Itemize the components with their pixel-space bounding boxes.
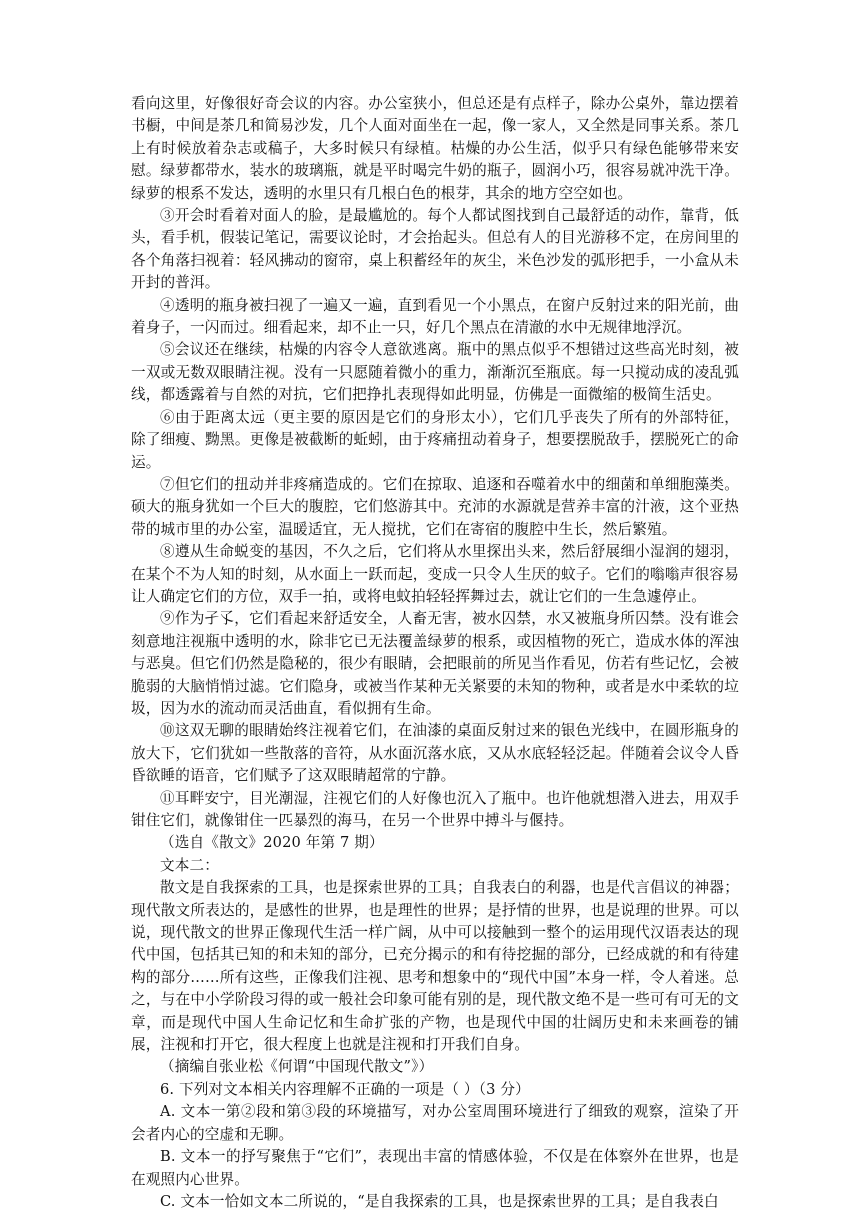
paragraph-7: ⑦但它们的扭动并非疼痛造成的。它们在掠取、追逐和吞噬着水中的细菌和单细胞藻类。硕大的瓶身犹如一个巨大的腹腔，它们悠游其中。充沛的水源就是营养丰富的汁液，这个亚热带的城市里的办公室，温暖适宜，无人搅扰，它们在寄宿的腹腔中生长，然后繁殖。 xyxy=(131,475,739,538)
paragraph-10: ⑩这双无聊的眼睛始终注视着它们，在油漆的桌面反射过来的银色光线中，在圆形瓶身的放大下，它们犹如一些散落的音符，从水面沉落水底，又从水底轻轻泛起。伴随着会议令人昏昏欲睡的语音，它们赋予了这双眼睛超常的宁静。 xyxy=(131,722,739,785)
paragraph-3: ③开会时看着对面人的脸，是最尴尬的。每个人都试图找到自己最舒适的动作，靠背，低头，看手机，假装记笔记，需要议论时，才会抬起头。但总有人的目光游移不定，在房间里的各个角落扫视着：轻风拂动的窗帘，桌上积蓄经年的灰尘，米色沙发的弧形把手，一小盒从未开封的普洱。 xyxy=(131,207,739,292)
paragraph-9: ⑨作为孑孓，它们看起来舒适安全，人畜无害，被水囚禁，水又被瓶身所囚禁。没有谁会刻意地注视瓶中透明的水，除非它已无法覆盖绿萝的根系，或因植物的死亡，造成水体的浑浊与恶臭。但它们仍然是隐秘的，很少有眼睛，会把眼前的所见当作看见，仿若有些记忆，会被脆弱的大脑悄悄过滤。它们隐身，或被当作某种无关紧要的未知的物种，或者是水中柔软的垃圾，因为水的流动而灵活曲直，看似拥有生命。 xyxy=(131,610,739,717)
paragraph-5: ⑤会议还在继续，枯燥的内容令人意欲逃离。瓶中的黑点似乎不想错过这些高光时刻，被一双或无数双眼睛注视。没有一只愿随着微小的重力，渐渐沉至瓶底。每一只搅动成的凌乱弧线，都透露着与自然的对抗，它们把挣扎表现得如此明显，仿佛是一面微缩的极简生活史。 xyxy=(131,341,739,404)
document-page xyxy=(131,93,739,1213)
paragraph-4: ④透明的瓶身被扫视了一遍又一遍，直到看见一个小黑点，在窗户反射过来的阳光前，曲着身子，一闪而过。细看起来，却不止一只，好几个黑点在清澈的水中无规律地浮沉。 xyxy=(131,296,739,337)
question-option-c: C. 文本一恰如文本二所说的，“是自我探索的工具，也是探索世界的工具；是自我表白 xyxy=(160,1192,719,1210)
text2-body: 散文是自我探索的工具，也是探索世界的工具；自我表白的利器，也是代言倡议的神器；现代散文所表达的，是感性的世界，也是理性的世界；是抒情的世界，也是说理的世界。可以说，现代散文的世界正像现代生活一样广阔，从中可以接触到一整个的运用现代汉语表达的现代中国，包括其已知的和未知的部分，已充分揭示的和有待挖掘的部分，已经成就的和有待建构的部分……所有这些，正像我们注视、思考和想象中的“现代中国”本身一样，令人着迷。总之，与在中小学阶段习得的或一般社会印象可能有别的是，现代散文绝不是一些可有可无的文章，而是现代中国人生命记忆和生命扩张的产物，也是现代中国的壮阔历史和未来画卷的铺展，注视和打开它，很大程度上也就是注视和打开我们自身。 xyxy=(131,879,739,1054)
paragraph-11: ⑪耳畔安宁，目光潮湿，注视它们的人好像也沉入了瓶中。也许他就想潜入进去，用双手钳住它们，就像钳住一匹暴烈的海马，在另一个世界中搏斗与偃持。 xyxy=(131,789,739,829)
paragraph-8: ⑧遵从生命蜕变的基因，不久之后，它们将从水里探出头来，然后舒展细小湿润的翅羽，在某个不为人知的时刻，从水面上一跃而起，变成一只令人生厌的蚊子。它们的嗡嗡声很容易让人确定它们的方位，双手一拍，或将电蚊拍轻轻挥舞过去，就让它们的一生急遽停止。 xyxy=(131,543,739,605)
question-option-b: B. 文本一的抒写聚焦于“它们”，表现出丰富的情感体验，不仅是在体察外在世界，也是在观照内心世界。 xyxy=(131,1148,739,1188)
paragraph-2-continued: 看向这里，好像很好奇会议的内容。办公室狭小，但总还是有点样子，除办公桌外，靠边摆着书橱，中间是茶几和简易沙发，几个人面对面坐在一起，像一家人，又全然是同事关系。茶几上有时候放着杂志或稿子，大多时候只有绿植。枯燥的办公生活，似乎只有绿色能够带来安慰。绿萝都带水，装水的玻璃瓶，就是平时喝完牛奶的瓶子，圆润小巧，很容易就冲洗干净。绿萝的根系不发达，透明的水里只有几根白色的根芽，其余的地方空空如也。 xyxy=(131,95,739,202)
text1-source: （选自《散文》2020 年第 7 期） xyxy=(160,834,384,852)
question-6-stem: 6. 下列对文本相关内容理解不正确的一项是（ ）（3 分） xyxy=(160,1080,530,1098)
text2-heading: 文本二： xyxy=(160,856,219,874)
text2-source: （摘编自张业松《何谓“中国现代散文”》） xyxy=(160,1058,434,1076)
paragraph-6: ⑥由于距离太远（更主要的原因是它们的身形太小），它们几乎丧失了所有的外部特征，除了细瘦、黝黑。更像是被截断的蚯蚓，由于疼痛扭动着身子，想要摆脱敌手，摆脱死亡的命运。 xyxy=(131,408,739,471)
question-option-a: A. 文本一第②段和第③段的环境描写，对办公室周围环境进行了细致的观察，渲染了开会者内心的空虚和无聊。 xyxy=(131,1103,739,1143)
